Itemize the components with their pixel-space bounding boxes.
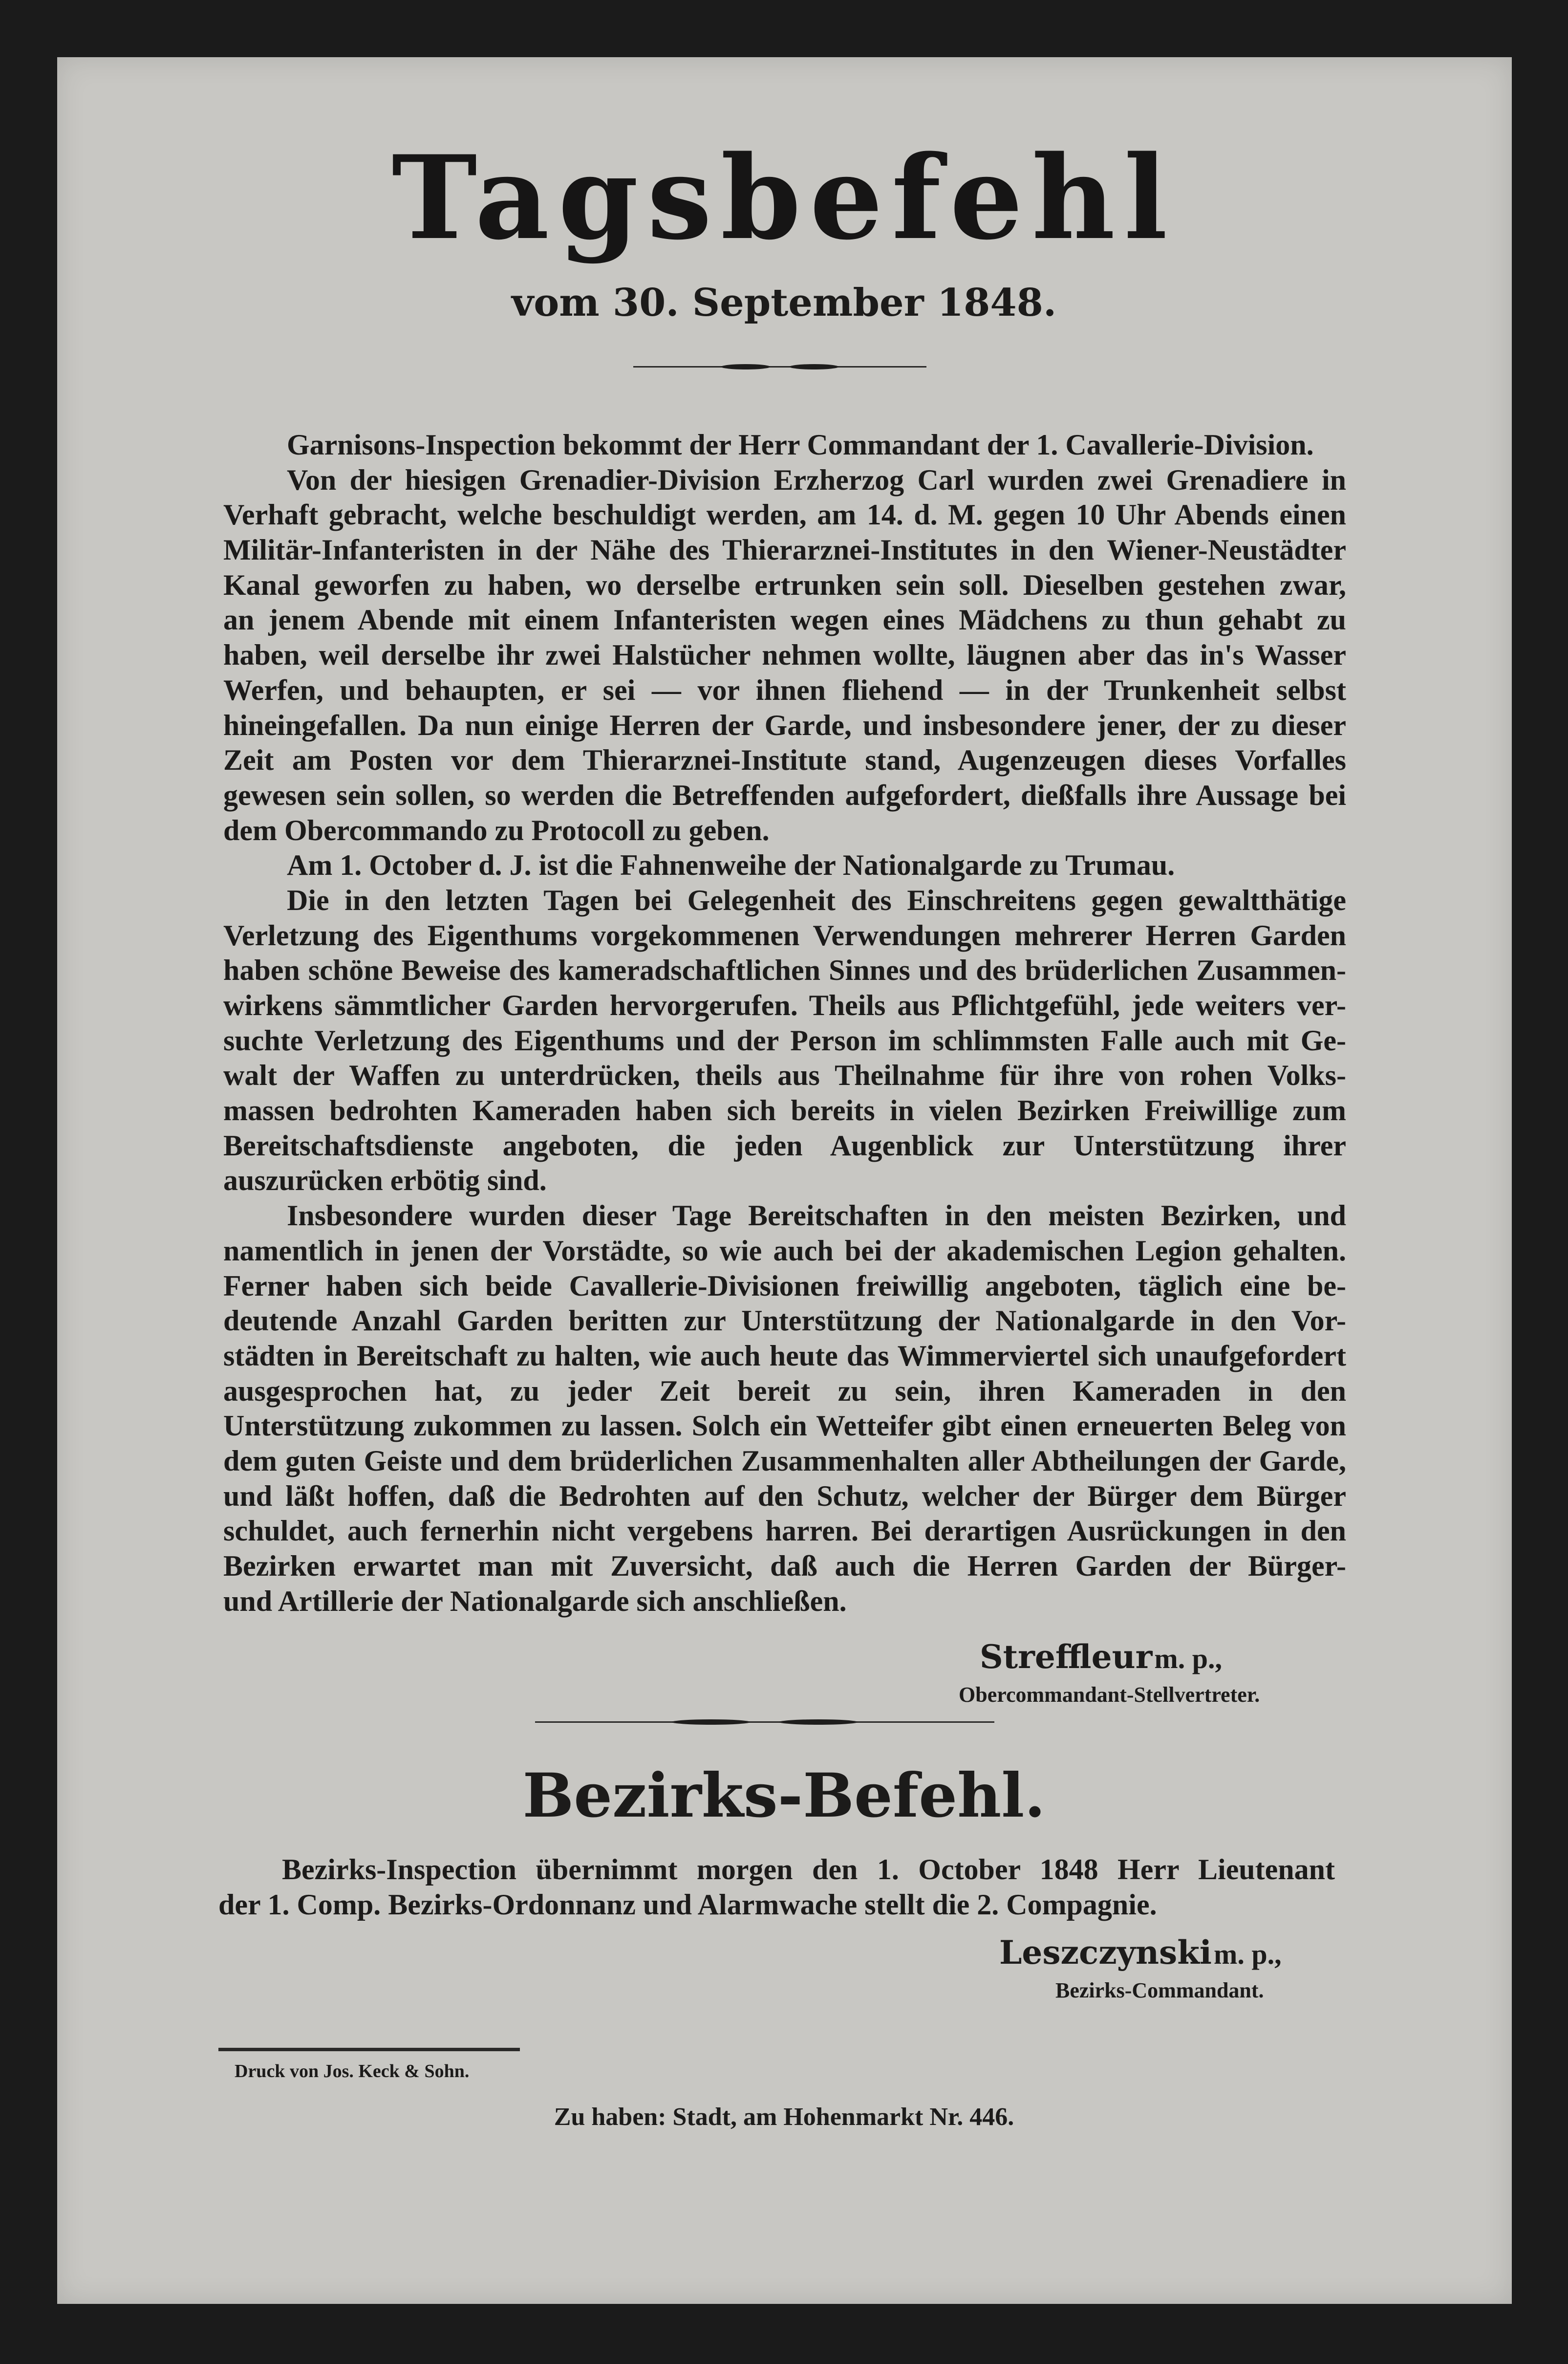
availability-note: Zu haben: Stadt, am Hohenmarkt Nr. 446. <box>554 2103 1014 2131</box>
poster-date: vom 30. September 1848. <box>511 281 1057 325</box>
printer-imprint: Druck von Jos. Keck & Sohn. <box>235 2061 470 2082</box>
signature-block-streffleur <box>980 1637 1222 1676</box>
paragraph <box>223 428 1346 463</box>
signature-role: Obercommandant-Stellvertreter. <box>959 1683 1260 1707</box>
text-line: hineingefallen. Da nun einige Herren der Garde, und insbesondere jener, der zu dieser <box>223 709 1346 741</box>
paragraph <box>223 463 1346 848</box>
district-order-body <box>218 1852 1335 1922</box>
footer-rule <box>218 2048 520 2051</box>
signature-name: Leszczynski <box>999 1933 1212 1972</box>
text-line: dem guten Geiste und dem brüderlichen Zusammenhalten aller Abtheilungen der Garde, <box>223 1445 1346 1477</box>
text-line: gewesen sein sollen, so werden die Betreffenden aufgefordert, dießfalls ihre Aussage bei <box>223 779 1346 811</box>
section-heading: Bezirks-Befehl. <box>522 1760 1046 1831</box>
text-line: haben, weil derselbe ihr zwei Halstücher nehmen wollte, läugnen aber das in's Wasser <box>223 639 1346 672</box>
text-line: Kanal geworfen zu haben, wo derselbe ertrunken sein soll. Dieselben gestehen zwar, <box>223 568 1346 601</box>
text-line: deutende Anzahl Garden beritten zur Unterstützung der Nationalgarde in den Vor- <box>223 1304 1346 1337</box>
text-line: haben schöne Beweise des kameradschaftlichen Sinnes und des brüderlichen Zusammen- <box>223 954 1346 987</box>
order-body <box>223 428 1346 1619</box>
text-line: suchte Verletzung des Eigenthums und der Person im schlimmsten Falle auch mit Ge- <box>223 1024 1346 1057</box>
text-line: Militär-Infanteristen in der Nähe des Thierarznei-Institutes in den Wiener-Neustädter <box>223 534 1346 566</box>
text-line: und Artillerie der Nationalgarde sich anschließen. <box>223 1584 847 1617</box>
signature-mp: m. p., <box>1214 1938 1282 1970</box>
paragraph <box>223 883 1346 1198</box>
text-line: massen bedrohten Kameraden haben sich bereits in vielen Bezirken Freiwillige zum <box>223 1094 1346 1127</box>
text-line: wirkens sämmtlicher Garden hervorgerufen. Theils aus Pflichtgefühl, jede weiters ver- <box>223 989 1346 1022</box>
text-line: Bereitschaftsdienste angeboten, die jeden Augenblick zur Unterstützung ihrer <box>223 1129 1346 1162</box>
text-line: Am 1. October d. J. ist die Fahnenweihe der Nationalgarde zu Trumau. <box>287 849 1175 882</box>
text-line: an jenem Abende mit einem Infanteristen wegen eines Mädchens zu thun gehabt zu <box>223 604 1346 636</box>
text-line: auszurücken erbötig sind. <box>223 1164 547 1197</box>
text-line: walt der Waffen zu unterdrücken, theils aus Theilnahme für ihre von rohen Volks- <box>223 1059 1346 1092</box>
text-line: der 1. Comp. Bezirks-Ordonnanz und Alarmwache stellt die 2. Compagnie. <box>218 1888 1157 1921</box>
text-line: Zeit am Posten vor dem Thierarznei-Institute stand, Augenzeugen dieses Vorfalles <box>223 744 1346 777</box>
paragraph <box>223 1198 1346 1619</box>
text-line: und läßt hoffen, daß die Bedrohten auf den Schutz, welcher der Bürger dem Bürger <box>223 1479 1346 1512</box>
paragraph <box>223 848 1346 883</box>
signature-mp: m. p., <box>1154 1643 1222 1674</box>
ornamental-divider-2 <box>535 1719 994 1724</box>
text-line: Ferner haben sich beide Cavallerie-Divisionen freiwillig angeboten, täglich eine be- <box>223 1269 1346 1302</box>
text-line: Bezirken erwartet man mit Zuversicht, daß auch die Herren Garden der Bürger- <box>223 1550 1346 1583</box>
text-line: Unterstützung zukommen zu lassen. Solch ein Wetteifer gibt einen erneuerten Beleg von <box>223 1410 1346 1442</box>
text-line: ausgesprochen hat, zu jeder Zeit bereit zu sein, ihren Kameraden in den <box>223 1374 1346 1407</box>
text-line: schuldet, auch fernerhin nicht vergebens harren. Bei derartigen Ausrückungen in den <box>223 1515 1346 1547</box>
text-line: namentlich in jenen der Vorstädte, so wie auch bei der akademischen Legion gehalten. <box>223 1234 1346 1267</box>
signature-role: Bezirks-Commandant. <box>1055 1978 1264 2002</box>
text-line: städten in Bereitschaft zu halten, wie auch heute das Wimmerviertel sich unaufgefordert <box>223 1339 1346 1372</box>
text-line: Bezirks-Inspection übernimmt morgen den 1. October 1848 Herr Lieutenant <box>282 1853 1335 1886</box>
text-line: Garnisons-Inspection bekommt der Herr Commandant der 1. Cavallerie-Division. <box>287 429 1314 461</box>
signature-name: Streffleur <box>980 1638 1153 1676</box>
text-line: Die in den letzten Tagen bei Gelegenheit des Einschreitens gegen gewaltthätige <box>287 884 1346 916</box>
paragraph <box>218 1852 1335 1922</box>
text-line: Werfen, und behaupten, er sei — vor ihnen fliehend — in der Trunkenheit selbst <box>223 673 1346 706</box>
text-line: Insbesondere wurden dieser Tage Bereitschaften in den meisten Bezirken, und <box>287 1199 1346 1232</box>
signature-block-leszczynski <box>999 1933 1282 1972</box>
text-line: Von der hiesigen Grenadier-Division Erzherzog Carl wurden zwei Grenadiere in <box>287 463 1346 496</box>
text-line: Verletzung des Eigenthums vorgekommenen Verwendungen mehrerer Herren Garden <box>223 919 1346 952</box>
ornamental-divider <box>633 364 926 369</box>
text-line: dem Obercommando zu Protocoll zu geben. <box>223 814 770 846</box>
poster-title: Tagsbefehl <box>391 130 1177 265</box>
text-line: Verhaft gebracht, welche beschuldigt werden, am 14. d. M. gegen 10 Uhr Abends einen <box>223 499 1346 531</box>
